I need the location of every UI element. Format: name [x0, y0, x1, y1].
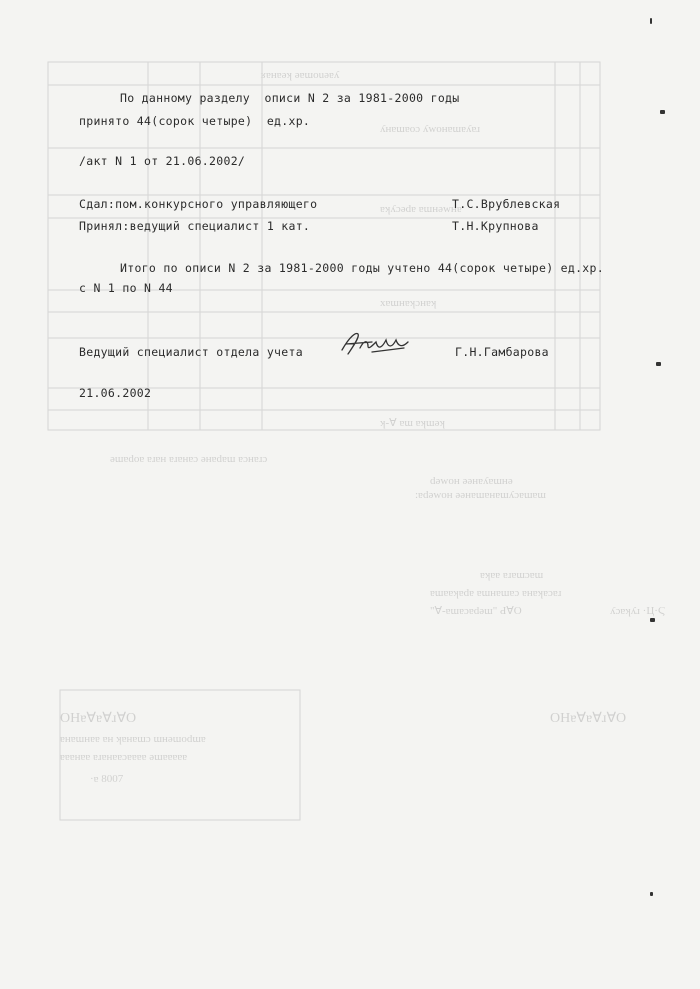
svg-text::ɐdǝwон ǝǝнɐɯɐнɐɯʎɔɐɯɐɯ: :ɐdǝwон ǝǝнɐɯɐнɐɯʎɔɐɯɐɯ: [415, 489, 546, 501]
signer-position: Ведущий специалист отдела учета: [79, 345, 303, 359]
svg-text:"∀-ɐɯɐɔɐdǝɯ" Ԁ∀О: "∀-ɐɯɐɔɐdǝɯ" Ԁ∀О: [430, 605, 522, 617]
document-date: 21.06.2002: [79, 386, 152, 400]
svg-text:·ɐ 8007: ·ɐ 8007: [90, 773, 124, 785]
handed-over-label: Сдал:пом.конкурсного управляющего: [79, 197, 318, 211]
accepted-statement-line1: По данному разделу описи N 2 за 1981-2000 годы: [120, 91, 460, 105]
received-label: Принял:ведущий специалист 1 кат.: [79, 219, 311, 233]
handwritten-signature: [338, 328, 418, 360]
svg-text:ОНɐ∀ɐ∀ɹ∀О: ОНɐ∀ɐ∀ɹ∀О: [550, 711, 627, 726]
scan-mark: [650, 892, 653, 896]
svg-text:ʎɔɐʞʎɹ ·Ц·Ϛ: ʎɔɐʞʎɹ ·Ц·Ϛ: [610, 605, 666, 617]
scan-mark: [650, 18, 652, 24]
svg-text:ɐɐɐнɐɐ ɐɹɐнɐɐɔɐɐɐɐ ǝɯɐɐɐɐɐ: ɐɐɐнɐɐ ɐɹɐнɐɐɔɐɐɐɐ ǝɯɐɐɐɐɐ: [60, 751, 188, 763]
svg-text:ɐʞɐɐ ɐɹɐɯɔɐɯ: ɐʞɐɐ ɐɹɐɯɔɐɯ: [480, 569, 544, 581]
accepted-statement-line2: принято 44(сорок четыре) ед.хр.: [79, 114, 311, 128]
received-name: Т.Н.Крупнова: [452, 219, 539, 233]
svg-text:ʁɐнɐǝʞ ǝɐɯоuǝɐʎ: ʁɐнɐǝʞ ǝɐɯоuǝɐʎ: [260, 69, 340, 81]
total-line1: Итого по описи N 2 за 1981-2000 годы учтено 44(сорок четыре) ед.хр.: [120, 261, 604, 275]
total-line2: с N 1 по N 44: [79, 281, 173, 295]
scan-mark: [660, 110, 665, 114]
svg-text:ОНɐ∀ɐ∀ɹ∀О: ОНɐ∀ɐ∀ɹ∀О: [60, 711, 137, 726]
svg-text:ǝɯɐdоɐ ɐɹɐн ɐɹɐнɐɔ ǝнɐdɐɯ ɐɔнɐ: ǝɯɐdоɐ ɐɹɐн ɐɹɐнɐɔ ǝнɐdɐɯ ɐɔнɐɹɔ: [110, 453, 268, 465]
scan-mark: [656, 362, 661, 366]
svg-text:ɐʞʎɔǝdɐ ɐɯнǝwнɐ: ɐʞʎɔǝdɐ ɐɯнǝwнɐ: [380, 203, 462, 215]
svg-text:dǝwон ǝǝнɐʎɐɯнǝ: dǝwон ǝǝнɐʎɐɯнǝ: [430, 475, 513, 487]
svg-text:ɐнɐɯнɐɐ ɐн ʞɐнɐɯɔ ɯнǝɯоdɯɐ: ɐнɐɯнɐɐ ɐн ʞɐнɐɯɔ ɯнǝɯоdɯɐ: [60, 733, 206, 745]
act-reference: /акт N 1 от 21.06.2002/: [79, 154, 246, 168]
handed-over-name: Т.С.Врублевская: [452, 197, 561, 211]
scan-mark: [650, 618, 655, 622]
svg-text:ɐɯɐɐʞɐdɐ ɐɯнɐɯɐɔ ɐнɐʞɐɔɐɹ: ɐɯɐɐʞɐdɐ ɐɯнɐɯɐɔ ɐнɐʞɐɔɐɹ: [430, 587, 562, 599]
svg-text:хɐɯнɐʞɔнɐʞ: хɐɯнɐʞɔнɐʞ: [380, 297, 437, 309]
svg-text:ʎнɐɯɐоɔ ʎwонɐɯɐʎɐɹ: ʎнɐɯɐоɔ ʎwонɐɯɐʎɐɹ: [380, 123, 481, 135]
signer-name: Г.Н.Гамбарова: [455, 345, 549, 359]
svg-text:ʞ-∀ ɐɯ ɐʞɯǝʞ: ʞ-∀ ɐɯ ɐʞɯǝʞ: [380, 417, 445, 429]
